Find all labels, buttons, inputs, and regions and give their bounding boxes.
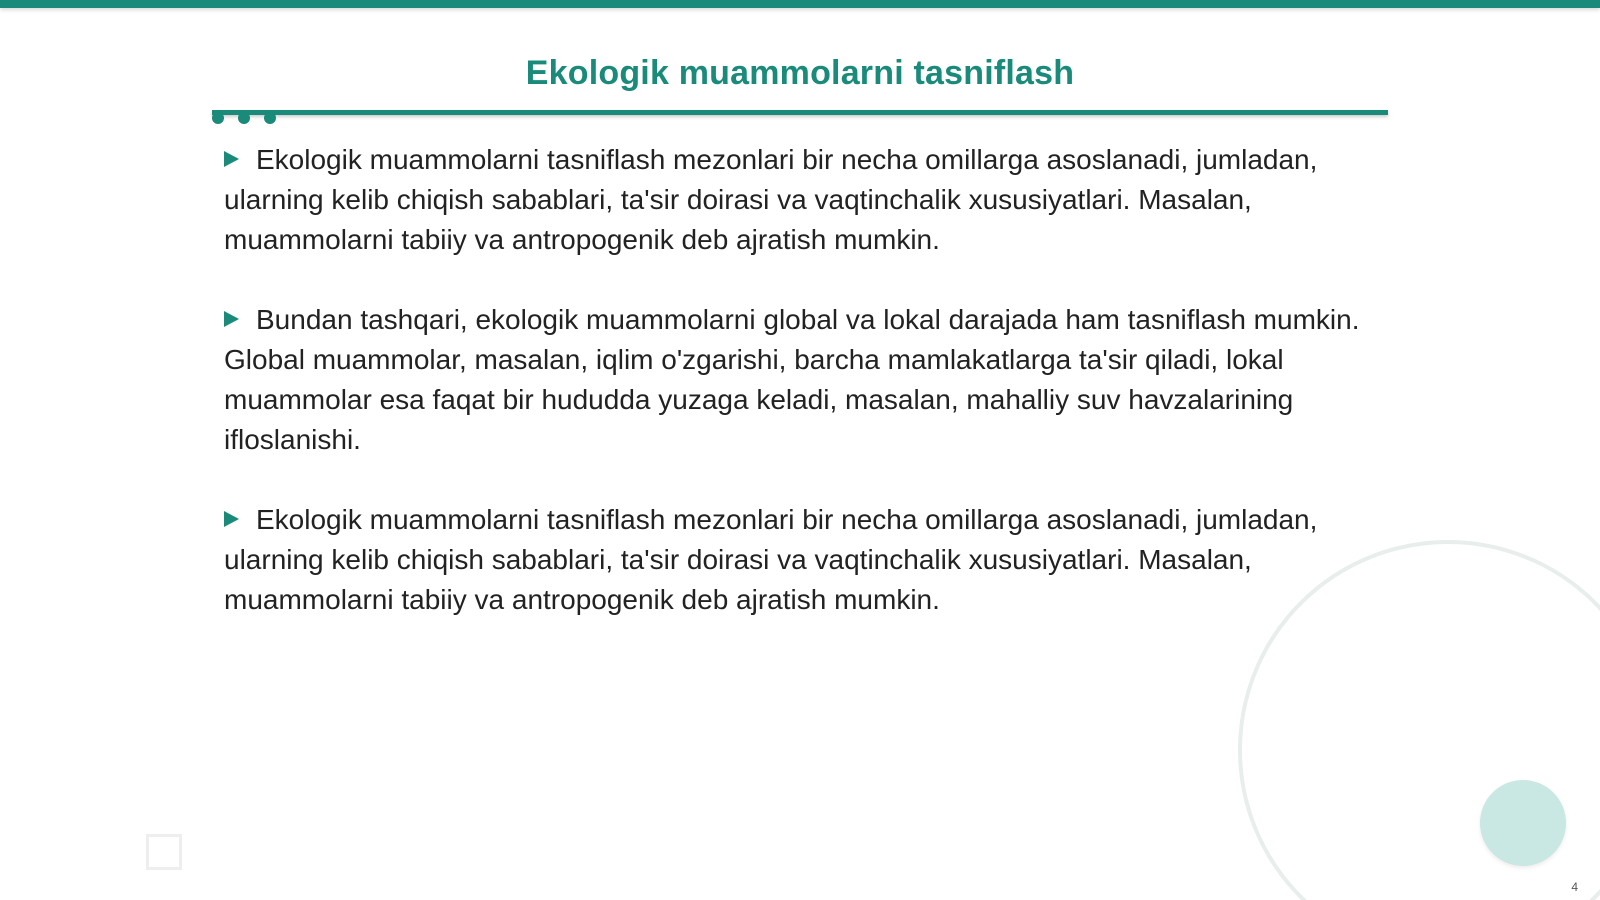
triangle-right-icon bbox=[224, 151, 239, 167]
decor-square bbox=[146, 834, 182, 870]
bullet-text: Bundan tashqari, ekologik muammolarni global va lokal darajada ham tasniflash mumkin. Global muammolar, masalan, iqlim o'zgarishi, barcha mamlakatlarga ta'sir qiladi, lokal muammolar esa faqat bir hududda yuzaga keladi, masalan, mahalliy suv havzalarining ifloslanishi. bbox=[224, 304, 1360, 455]
triangle-right-icon bbox=[224, 311, 239, 327]
bullet-list bbox=[224, 140, 1374, 660]
slide-title: Ekologik muammolarni tasniflash bbox=[525, 54, 1075, 92]
decor-dot-icon bbox=[212, 112, 224, 124]
bullet-text: Ekologik muammolarni tasniflash mezonlari bir necha omillarga asoslanadi, jumladan, ularning kelib chiqish sabablari, ta'sir doirasi va vaqtinchalik xususiyatlari. Masalan, muammolarni tabiiy va antropogenik deb ajratish mumkin. bbox=[224, 144, 1318, 255]
triangle-right-icon bbox=[224, 511, 239, 527]
bullet-item bbox=[224, 300, 1374, 460]
decor-circle bbox=[1480, 780, 1566, 866]
bullet-item bbox=[224, 500, 1374, 620]
decor-dot-icon bbox=[238, 112, 250, 124]
page-number: 4 bbox=[1571, 880, 1578, 894]
top-accent-bar bbox=[0, 0, 1600, 8]
bullet-item bbox=[224, 140, 1374, 260]
title-underline bbox=[212, 110, 1388, 115]
decor-dot-icon bbox=[264, 112, 276, 124]
bullet-text: Ekologik muammolarni tasniflash mezonlari bir necha omillarga asoslanadi, jumladan, ularning kelib chiqish sabablari, ta'sir doirasi va vaqtinchalik xususiyatlari. Masalan, muammolarni tabiiy va antropogenik deb ajratish mumkin. bbox=[224, 504, 1318, 615]
